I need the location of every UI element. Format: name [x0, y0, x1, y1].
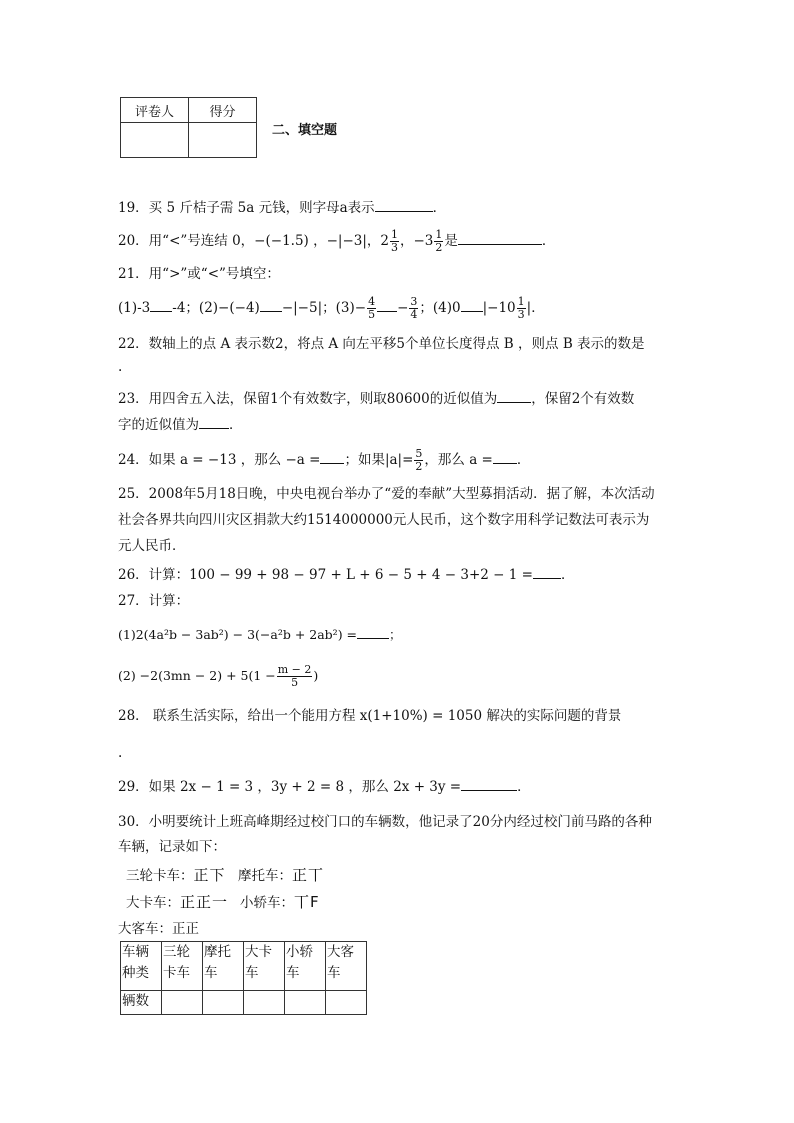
question-22: 22．数轴上的点 A 表示数2，将点 A 向左平移5个单位长度得点 B ，则点 B 表示的数是: [118, 336, 645, 352]
fraction: $\frac{m - 2}{5}$: [277, 663, 312, 689]
answer-blank[interactable]: [260, 297, 282, 312]
question-27-part1: (1)2(4a²b − 3ab²) − 3(−a²b + 2ab²) = ；: [118, 624, 402, 645]
question-30-line2: 车辆，记录如下：: [118, 839, 226, 855]
header-cell: 小轿车: [285, 942, 326, 991]
fraction: $\frac{3}{4}$: [410, 295, 418, 321]
answer-blank[interactable]: [458, 230, 542, 245]
tally-car: 小轿车：丅F: [240, 893, 320, 911]
question-26: 26．计算：100 − 99 + 98 − 97 + L + 6 − 5 + 4 − 3+2 − 1 = ．: [118, 564, 574, 585]
question-21-title: 21．用“>”或“<”号填空：: [118, 266, 280, 282]
score-cell[interactable]: [189, 123, 257, 158]
question-27-part2: (2) −2(3mn − 2) + 5(1 − $\frac{m - 2}{5}$ ): [118, 663, 319, 689]
answer-blank[interactable]: [493, 449, 517, 464]
count-cell[interactable]: [326, 991, 367, 1015]
question-19-text: 19．买 5 斤桔子需 5a 元钱，则字母a表示: [118, 200, 375, 216]
grader-label: 评卷人: [121, 98, 189, 123]
tally-mark: 丅F: [294, 893, 320, 911]
count-cell[interactable]: [203, 991, 244, 1015]
score-label: 得分: [189, 98, 257, 123]
section-title: 二、填空题: [272, 123, 338, 138]
header-cell: 大客车: [326, 942, 367, 991]
question-23-line2: 字的近似值为 ．: [118, 414, 243, 435]
count-cell[interactable]: [162, 991, 203, 1015]
question-19: 19．买 5 斤桔子需 5a 元钱，则字母a表示 ．: [118, 197, 446, 218]
answer-blank[interactable]: [150, 297, 172, 312]
header-cell: 车辆种类: [121, 942, 162, 991]
tally-tricycle: 三轮卡车：正下: [126, 866, 226, 884]
question-20: 20．用“<”号连结 0，−(−1.5) ，−|−3|，2 $\frac{1}{3}$ ，−3 $\frac{1}{2}$ 是 ．: [118, 228, 556, 254]
answer-blank[interactable]: [461, 297, 483, 312]
question-29: 29．如果 2x − 1 = 3 ，3y + 2 = 8 ，那么 2x + 3y = ．: [118, 776, 531, 797]
answer-blank[interactable]: [377, 297, 397, 312]
question-28-end: .: [118, 745, 123, 761]
answer-blank[interactable]: [320, 449, 344, 464]
question-24: 24．如果 a = −13 ，那么 −a = ；如果|a|= $\frac{5}{2}$ ，那么 a = ．: [118, 447, 531, 473]
row-label: 辆数: [121, 991, 162, 1015]
count-cell[interactable]: [244, 991, 285, 1015]
question-23: 23．用四舍五入法，保留1个有效数字，则取80600的近似值为 ，保留2个有效数: [118, 388, 634, 409]
fraction: $\frac{1}{2}$: [435, 228, 443, 254]
tally-mark: 正丅: [292, 866, 325, 884]
answer-blank[interactable]: [461, 776, 517, 791]
header-cell: 三轮卡车: [162, 942, 203, 991]
tally-mark: 正下: [193, 866, 226, 884]
answer-blank[interactable]: [497, 388, 531, 403]
count-cell[interactable]: [285, 991, 326, 1015]
grader-table: [120, 97, 257, 158]
fraction: $\frac{4}{5}$: [368, 295, 376, 321]
question-25-line3: 元人民币．: [118, 538, 186, 554]
vehicle-table: [120, 941, 367, 1015]
grader-cell[interactable]: [121, 123, 189, 158]
tally-bus: 大客车：正正: [118, 921, 199, 937]
question-25: 25．2008年5月18日晚，中央电视台举办了“爱的奉献”大型募捐活动．据了解，本次活动: [118, 486, 655, 502]
fraction: $\frac{1}{3}$: [517, 295, 525, 321]
answer-blank[interactable]: [199, 414, 229, 429]
answer-blank[interactable]: [357, 624, 389, 639]
tally-truck: 大卡车：正正一: [126, 893, 229, 911]
header-cell: 大卡车: [244, 942, 285, 991]
question-30: 30．小明要统计上班高峰期经过校门口的车辆数，他记录了20分内经过校门前马路的各种: [118, 814, 652, 830]
answer-blank[interactable]: [375, 197, 433, 212]
tally-mark: 正正一: [180, 893, 229, 911]
question-21: (1)-3 -4；(2)−(−4) −|−5|；(3)− $\frac{4}{5}$ − $\frac{3}{4}$ ；(4)0 |−10 $\frac{1}{3}$ |．: [118, 295, 545, 321]
fraction: $\frac{5}{2}$: [415, 447, 423, 473]
answer-blank[interactable]: [533, 564, 561, 579]
question-22-end: .: [118, 359, 123, 375]
question-28: 28． 联系生活实际，给出一个能用方程 x(1+10%) = 1050 解决的实际问题的背景: [118, 708, 622, 724]
question-25-line2: 社会各界共向四川灾区捐款大约1514000000元人民币，这个数字用科学记数法可表示为: [118, 512, 650, 528]
question-27: 27．计算：: [118, 593, 190, 609]
header-cell: 摩托车: [203, 942, 244, 991]
tally-motorcycle: 摩托车：正丅: [238, 866, 325, 884]
fraction: $\frac{1}{3}$: [391, 228, 398, 254]
